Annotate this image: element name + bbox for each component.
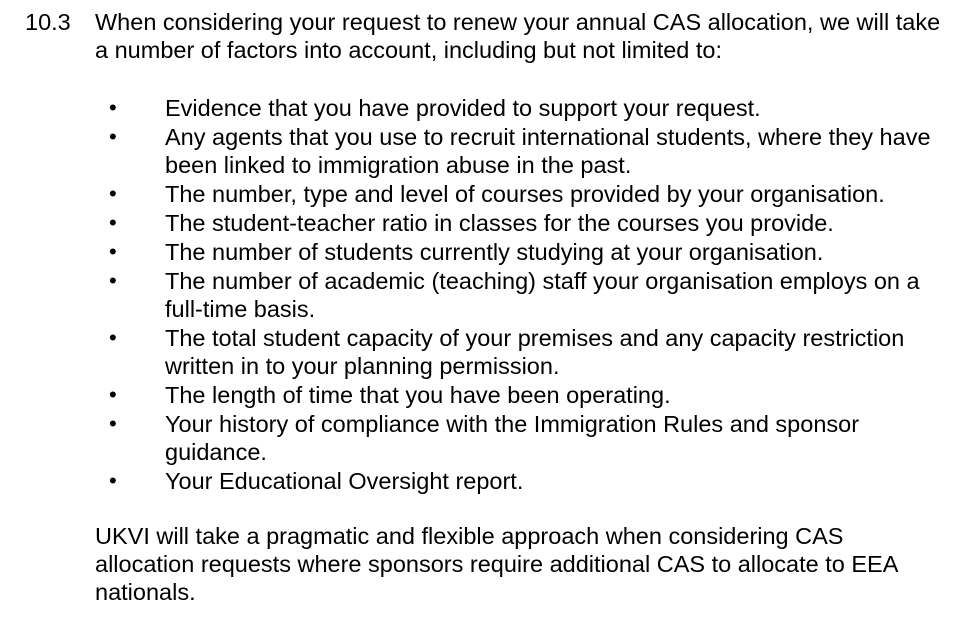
list-item — [0, 123, 935, 179]
list-item — [0, 267, 935, 323]
list-item-text: The length of time that you have been operating. — [165, 382, 671, 408]
bullet-icon: • — [109, 382, 117, 407]
bullet-icon: • — [109, 95, 117, 120]
bullet-icon: • — [109, 210, 117, 235]
list-item — [0, 324, 935, 380]
list-item — [0, 94, 935, 122]
list-item-text: The student-teacher ratio in classes for the courses you provide. — [165, 210, 834, 236]
list-item-text: The number of academic (teaching) staff your organisation employs on a full-time basis. — [165, 268, 920, 322]
closing-paragraph: UKVI will take a pragmatic and flexible approach when considering CAS allocation requests where sponsors require additional CAS to allocate to EEA nationals. — [95, 523, 898, 605]
bullet-icon: • — [109, 325, 117, 350]
bullet-icon: • — [109, 239, 117, 264]
bullet-icon: • — [109, 411, 117, 436]
bullet-icon: • — [109, 468, 117, 493]
section-intro: When considering your request to renew your annual CAS allocation, we will take a number of factors into account, including but not limited to: — [95, 9, 941, 63]
bullet-icon: • — [109, 181, 117, 206]
list-item-text: The total student capacity of your premises and any capacity restriction written in to your planning permission. — [165, 325, 905, 379]
list-item-text: Evidence that you have provided to support your request. — [165, 95, 761, 121]
list-item — [0, 209, 935, 237]
list-item-text: Your Educational Oversight report. — [165, 468, 524, 494]
factor-list — [0, 94, 971, 496]
list-item — [0, 467, 935, 495]
list-item — [0, 381, 935, 409]
list-item — [0, 238, 935, 266]
bullet-icon: • — [109, 268, 117, 293]
list-item — [0, 180, 935, 208]
list-item — [0, 410, 935, 466]
list-item-text: The number of students currently studying at your organisation. — [165, 239, 824, 265]
bullet-icon: • — [109, 124, 117, 149]
section-number: 10.3 — [25, 9, 71, 35]
list-item-text: Any agents that you use to recruit international students, where they have been linked to immigration abuse in the past. — [165, 124, 931, 178]
list-item-text: The number, type and level of courses provided by your organisation. — [165, 181, 885, 207]
list-item-text: Your history of compliance with the Immigration Rules and sponsor guidance. — [165, 411, 860, 465]
